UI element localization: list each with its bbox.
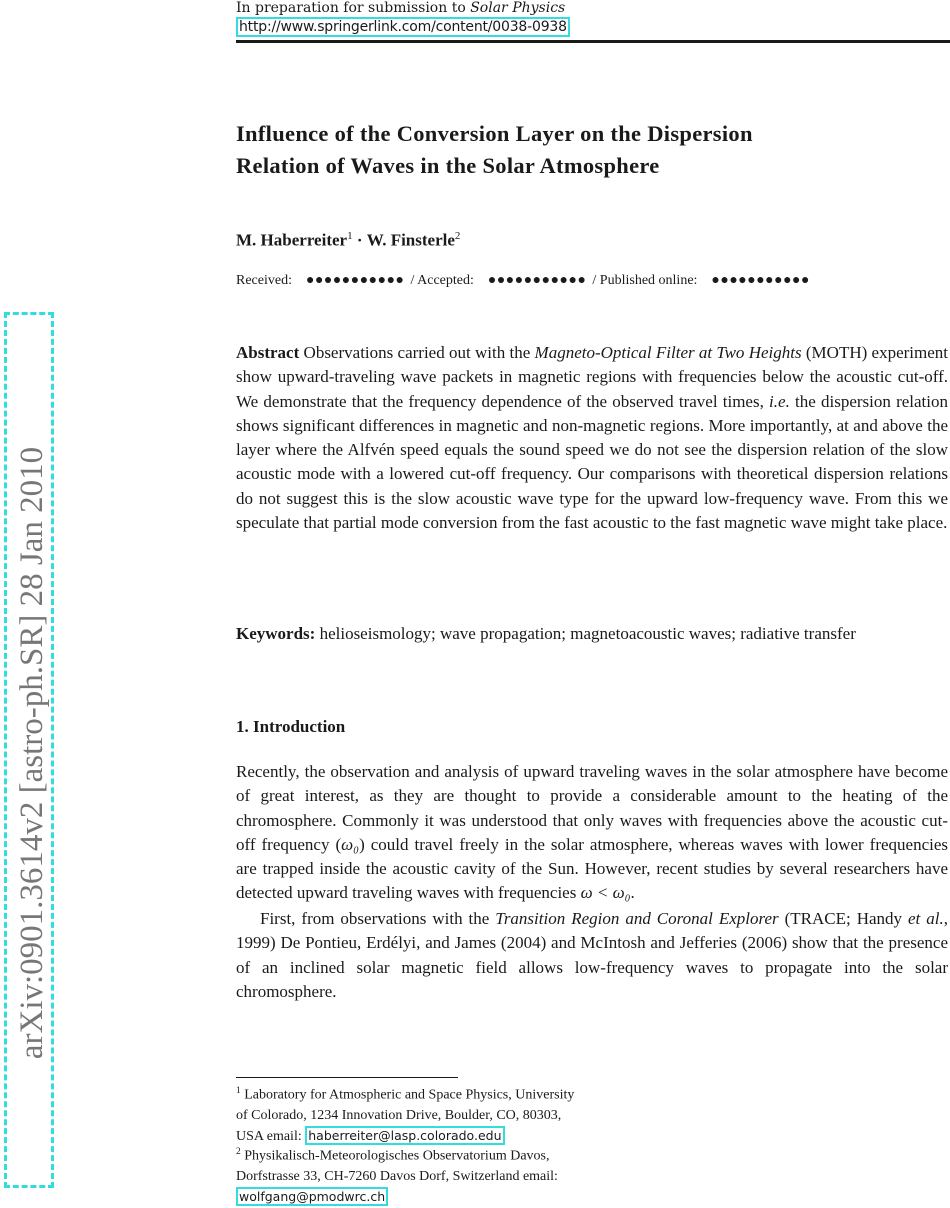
intro-p1-text-2: ) could travel freely in the solar atmosphere, whereas waves with lower frequencies are trapped inside the acoustic cavity of the Sun. However, recent studies by several researchers have detected upward traveling waves with frequencies [236,834,949,903]
received-date: ●●●●●●●●●●● [305,273,405,288]
submission-note [236,0,565,16]
abstract-text-1: Observations carried out with the [299,343,535,362]
email-link-haberreiter[interactable]: haberreiter@lasp.colorado.edu [305,1126,504,1145]
footnote-2 [236,1142,836,1208]
header-rule [236,40,950,43]
intro-p1-text-3: . [630,883,635,903]
abstract-label: Abstract [236,343,300,362]
footnote-2-line-2: Dorfstrasse 33, CH-7260 Davos Dorf, Switzerland email: [236,1168,558,1184]
footnote-1-line-2: of Colorado, 1234 Innovation Drive, Boulder, CO, 80303, [236,1107,562,1123]
arxiv-stamp-text: arXiv:0901.3614v2 [astro-ph.SR] 28 Jan 2010 [14,446,50,1060]
abstract-text-2: (MOTH) experiment show upward-traveling wave packets in magnetic regions with frequencies below the acoustic cut-off. We demonstrate that the frequency dependence of the observed travel times, [236,343,949,411]
published-date: ●●●●●●●●●●● [711,273,810,288]
section-heading-introduction: 1. Introduction [236,717,346,736]
keywords-text: helioseismology; wave propagation; magnetoacoustic waves; radiative transfer [315,624,856,643]
paper-title [236,118,916,182]
arxiv-stamp-link[interactable] [4,312,54,1188]
author-1-affil-mark: 1 [347,230,353,242]
accepted-label: / Accepted: [410,273,474,288]
footnote-2-mark: 2 [236,1147,241,1157]
accepted-date: ●●●●●●●●●●● [487,273,587,288]
published-label: / Published online: [592,273,698,288]
footnote-1-mark: 1 [236,1086,241,1096]
intro-p2-text-3: , 1999) De Pontieu, Erdélyi, and James (2004) and McIntosh and Jefferies (2006) show that the presence of an inclined solar magnetic field allows low-frequency waves to propagate into the solar chromosphere. [236,909,948,1001]
title-line-1: Influence of the Conversion Layer on the Dispersion [236,121,753,146]
abstract-ie: i.e. [769,391,790,411]
abstract [236,341,948,535]
footnote-2-text-1: Physikalisch-Meteorologisches Observatorium Davos, [240,1148,550,1164]
et-al: et al. [908,909,944,928]
author-list [236,225,460,252]
submission-prefix: In preparation for submission to [236,0,471,16]
math-omega-zero: ω₀ [341,834,360,854]
keywords [236,622,948,646]
author-1: M. Haberreiter [236,230,348,250]
abstract-instrument-name: Magneto-Optical Filter at Two Heights [534,343,802,362]
footnote-2-line-3 [236,1187,836,1208]
author-2: W. Finsterle [366,230,455,250]
footnote-1-line-1 [236,1081,836,1106]
intro-paragraph-1 [236,760,948,906]
footnote-2-line-1 [236,1142,836,1167]
intro-p2-text-1: First, from observations with the [260,909,496,928]
title-line-2: Relation of Waves in the Solar Atmosphere [236,153,660,178]
intro-paragraph-2 [236,907,948,1004]
email-link-finsterle[interactable]: wolfgang@pmodwrc.ch [236,1187,388,1206]
footnote-rule [236,1077,458,1078]
footnote-1 [236,1081,836,1147]
received-label: Received: [236,273,292,288]
intro-p1-text-1: Recently, the observation and analysis of upward traveling waves in the solar atmosphere have become of great interest, as they are thought to provide a considerable amount to the heating of the chromosphere. Commonly it was understood that only waves with frequencies above the acoustic cut-off frequency ( [236,762,948,854]
footnote-1-text-3: USA email: [236,1129,306,1145]
intro-p2-text-2: (TRACE; Handy [778,909,909,928]
keywords-label: Keywords: [236,624,316,643]
footnote-1-text-1: Laboratory for Atmospheric and Space Physics, University [240,1087,575,1103]
journal-name: Solar Physics [470,0,566,16]
math-omega-inequality: ω < ω₀ [580,883,631,903]
publication-dates [236,272,816,290]
journal-link[interactable]: http://www.springerlink.com/content/0038-0938 [236,17,570,37]
abstract-text-3: the dispersion relation shows significant differences in magnetic and non-magnetic regions. More importantly, at and above the layer where the Alfvén speed equals the sound speed we do not see the dispersion relation of the slow acoustic mode with a lowered cut-off frequency. Our comparisons with theoretical dispersion relations do not suggest this is the slow acoustic wave type for the upward low-frequency wave. From this we speculate that partial mode conversion from the fast acoustic to the fast magnetic wave might take place. [236,391,949,533]
mission-name: Transition Region and Coronal Explorer [495,909,779,928]
author-separator: · [356,230,363,250]
author-2-affil-mark: 2 [454,230,461,242]
